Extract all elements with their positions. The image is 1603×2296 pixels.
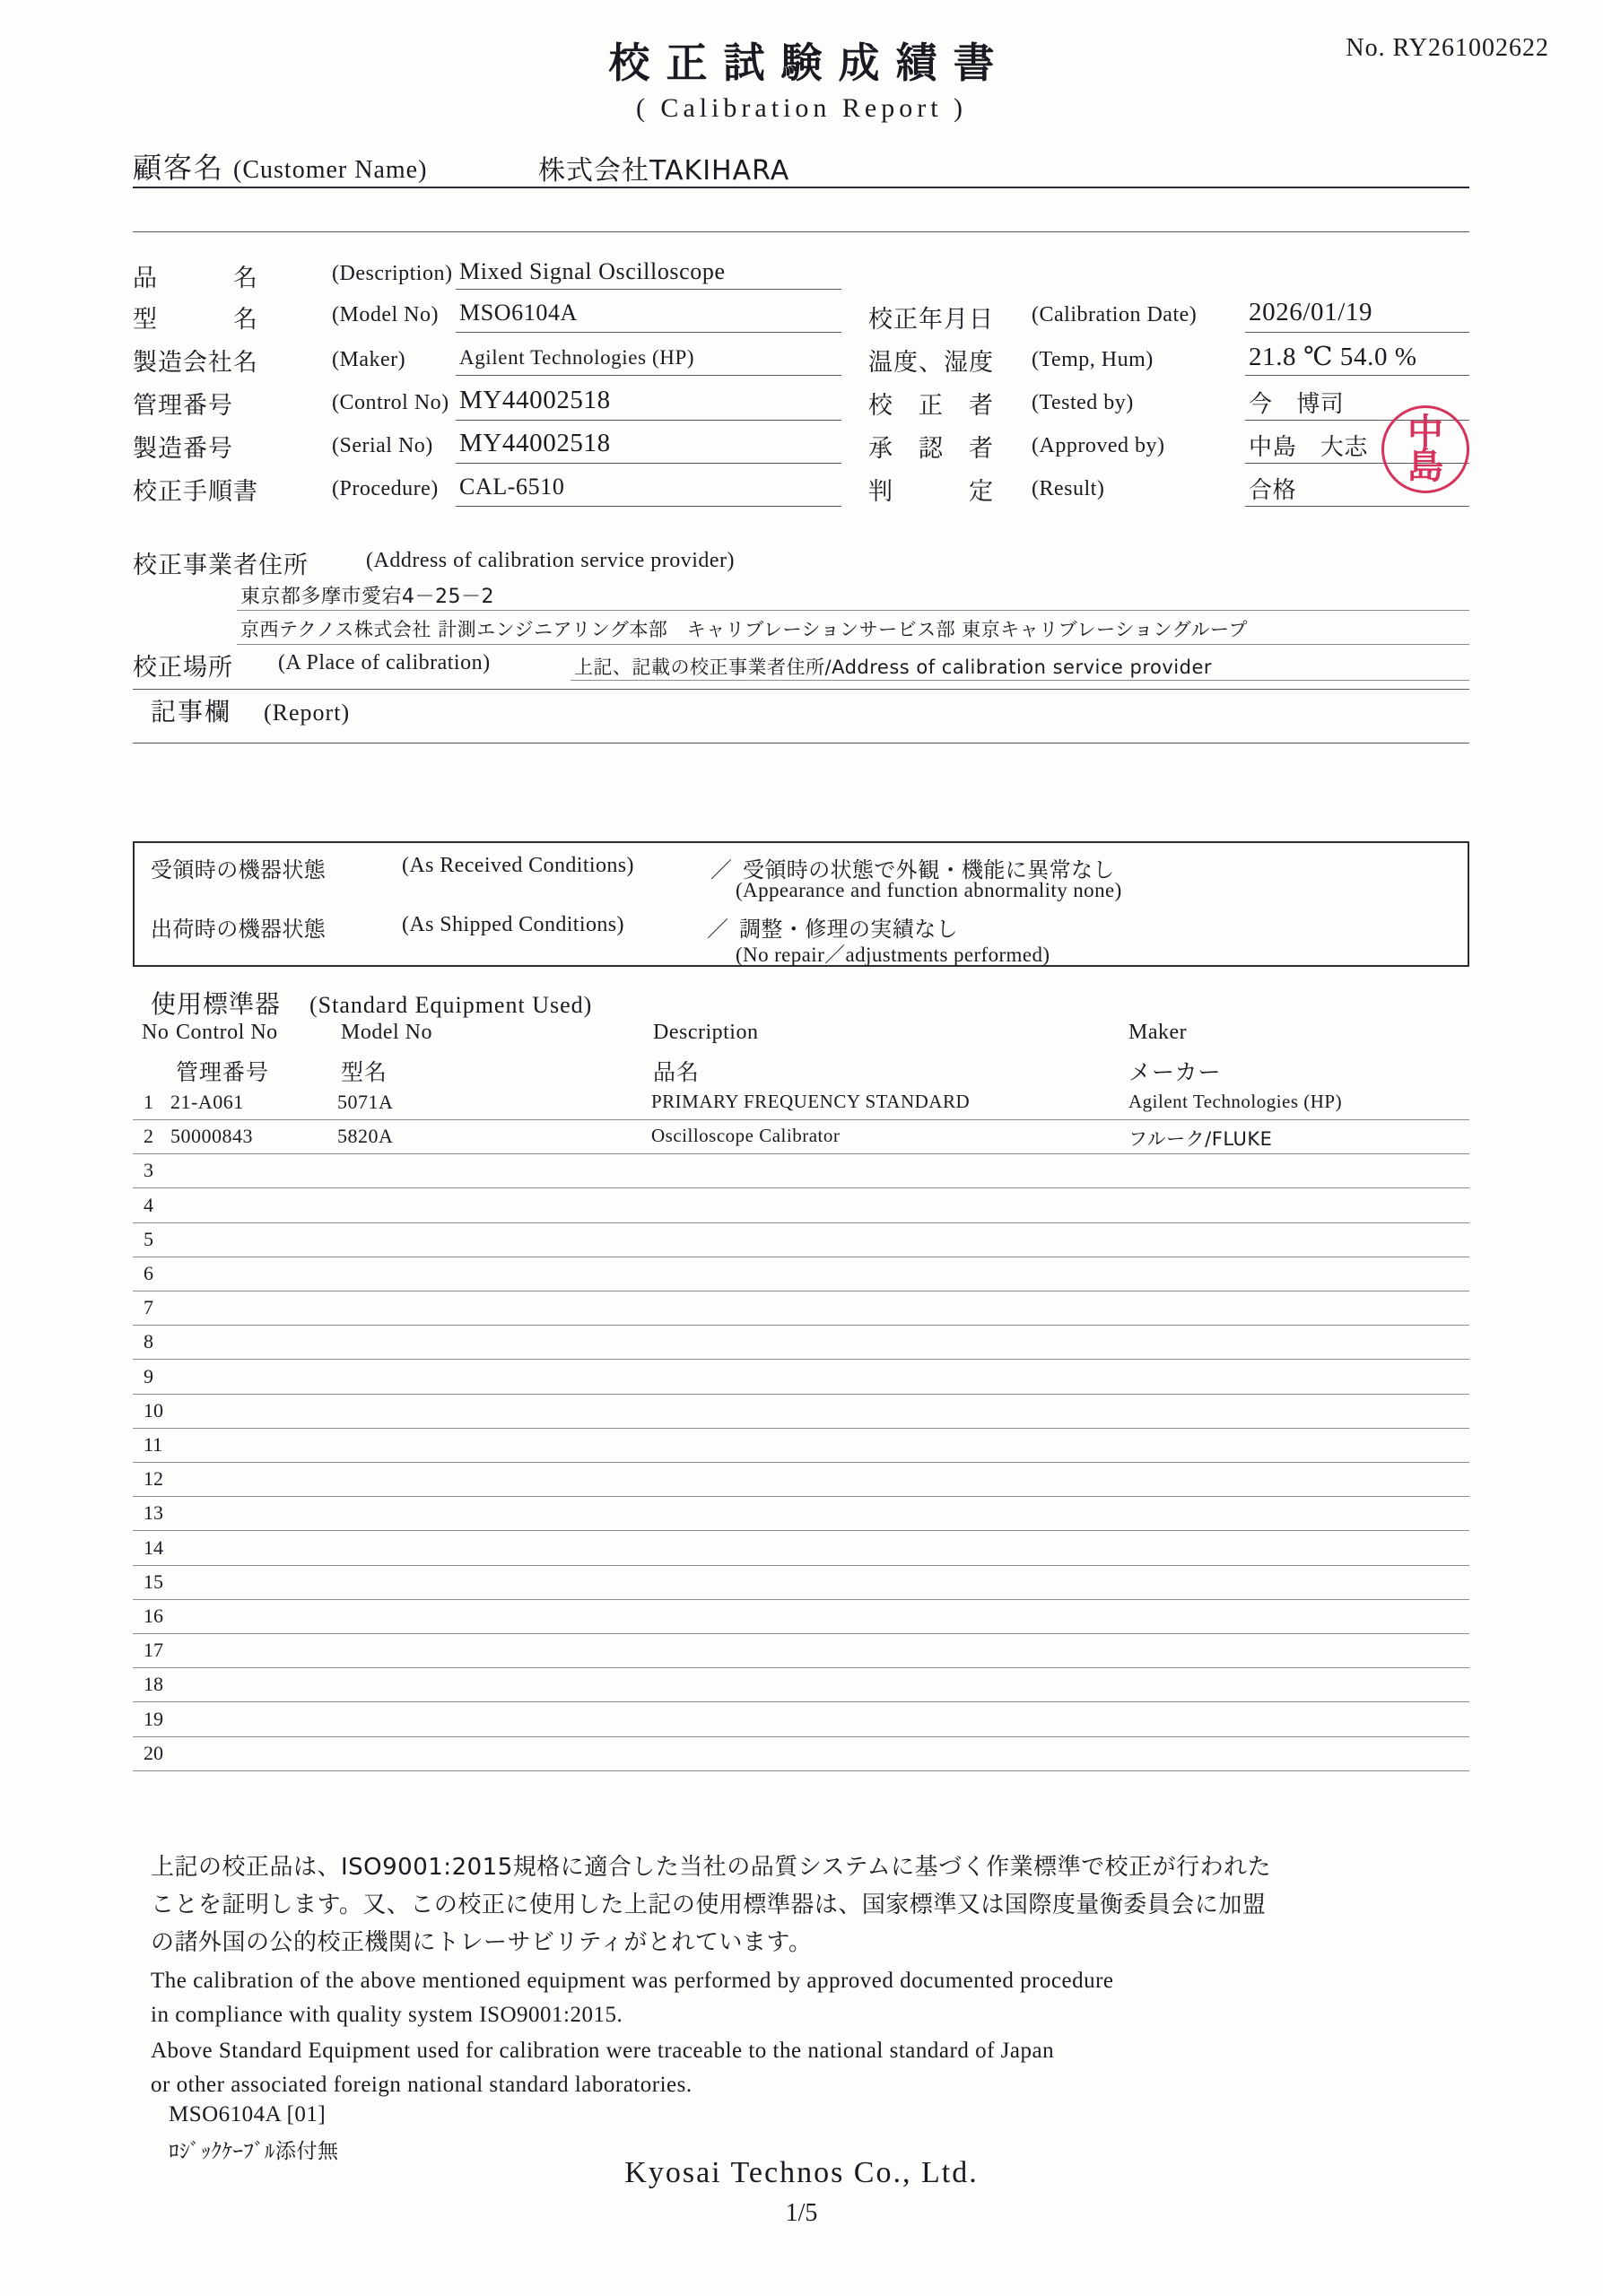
temp-hum-label-jp: 温度、湿度 [868,349,994,377]
standard-equipment-heading [151,985,592,1021]
statement-jp-line1: 上記の校正品は、ISO9001:2015規格に適合した当社の品質システムに基づく作業標準で校正が行われた [151,1854,1272,1881]
table-row [133,1467,1469,1500]
row-control-no: 21-A061 [170,1091,244,1113]
row-no: 14 [144,1535,163,1559]
row-no: 1 [144,1091,153,1113]
page-title: 校正試験成績書 [608,39,1011,87]
row-no: 17 [144,1639,163,1662]
col-header-control-no-jp: 管理番号 [176,1059,270,1085]
col-header-model-no: Model No [341,1021,432,1044]
table-row-divider [133,1633,1469,1634]
footer-company-name: Kyosai Technos Co., Ltd. [624,2156,979,2189]
standard-equipment-title-en: (Standard Equipment Used) [309,992,593,1018]
model-no-label-jp: 型 名 [133,306,258,334]
row-model-no: 5820A [337,1125,394,1148]
as-shipped-value-en: (No repair／adjustments performed) [736,944,1050,966]
row-no: 19 [144,1707,163,1730]
row-maker: フルーク/FLUKE [1128,1128,1273,1151]
col-header-maker: Maker [1128,1021,1188,1044]
table-row [133,1639,1469,1671]
statement-jp-line3: の諸外国の公的校正機関にトレーサビリティがとれています。 [151,1929,813,1956]
table-row [133,1570,1469,1603]
table-row-divider [133,1701,1469,1702]
row-description: Oscilloscope Calibrator [651,1125,841,1147]
statement-jp-line2: ことを証明します。又、この校正に使用した上記の使用標準器は、国家標準又は国際度量衡委員会に加盟 [151,1892,1267,1918]
col-header-maker-jp: メーカー [1128,1059,1222,1085]
table-row-divider [133,1599,1469,1600]
calibration-date-value: 2026/01/19 [1249,298,1373,326]
table-row [133,1262,1469,1294]
note-model-revision: MSO6104A [01] [169,2102,327,2126]
table-row-divider [133,1119,1469,1120]
calibration-date-label-en: (Calibration Date) [1032,303,1198,326]
table-row [133,1125,1469,1157]
provider-address-line1: 東京都多摩市愛宕4－25－2 [240,586,494,608]
report-section-heading [151,692,350,728]
control-no-label-jp: 管理番号 [133,392,233,420]
procedure-label-jp: 校正手順書 [133,478,258,506]
table-row [133,1399,1469,1431]
as-shipped-label-jp: 出荷時の機器状態 [151,917,327,942]
provider-address-label-jp: 校正事業者住所 [133,552,309,579]
page-subtitle: ( Calibration Report ) [635,93,968,123]
section-divider-top [133,231,1469,232]
approved-by-value: 中島 大志 [1249,434,1369,461]
row-no: 16 [144,1605,163,1627]
procedure-label-en: (Procedure) [332,477,439,500]
row-no: 4 [144,1193,153,1216]
provider-address-line2-underline [237,644,1469,645]
customer-name-label [133,145,427,187]
row-no: 8 [144,1330,153,1353]
maker-label-jp: 製造会社名 [133,349,258,377]
table-row [133,1228,1469,1260]
procedure-value: CAL-6510 [459,474,565,500]
statement-en-line3: Above Standard Equipment used for calibration were traceable to the national standard of Japan [151,2039,1055,2063]
row-no: 13 [144,1501,163,1525]
serial-no-value: MY44002518 [459,429,611,457]
seal-char-top: 中 [1407,410,1443,453]
place-of-calibration-value: 上記、記載の校正事業者住所/Address of calibration service provider [574,657,1213,678]
table-row-divider [133,1736,1469,1737]
table-row-divider [133,1291,1469,1292]
footer-page-number: 1/5 [785,2199,818,2227]
table-row-divider [133,1394,1469,1395]
standard-equipment-title-jp: 使用標準器 [151,989,282,1019]
report-section-label-jp: 記事欄 [151,697,232,726]
table-row [133,1365,1469,1397]
place-of-calibration-label-en: (A Place of calibration) [278,651,491,674]
as-shipped-value-jp: 調整・修理の実績なし [739,917,958,942]
temp-hum-value: 21.8 ℃ 54.0 % [1249,343,1417,371]
table-row [133,1742,1469,1774]
col-header-description-jp: 品名 [653,1059,701,1085]
table-row-divider [133,1770,1469,1771]
table-row-divider [133,1530,1469,1531]
table-row [133,1708,1469,1740]
control-no-value: MY44002518 [459,386,611,414]
provider-address-label-en: (Address of calibration service provider) [366,549,736,572]
table-row-divider [133,1462,1469,1463]
table-row-divider [133,1667,1469,1668]
customer-name-label-jp: 顧客名 [133,151,225,185]
serial-no-label-en: (Serial No) [332,434,433,457]
row-no: 3 [144,1159,153,1182]
col-header-control-no: Control No [176,1021,278,1044]
row-no: 20 [144,1741,163,1764]
result-value: 合格 [1249,477,1297,504]
customer-underline [133,187,1469,188]
customer-name-value: 株式会社TAKIHARA [538,155,790,187]
table-row [133,1501,1469,1534]
serial-no-label-jp: 製造番号 [133,435,233,463]
row-no: 6 [144,1262,153,1284]
col-header-no: No [142,1021,170,1044]
table-row-divider [133,1565,1469,1566]
report-number: No. RY261002622 [1346,34,1549,62]
as-received-value-en: (Appearance and function abnormality none) [736,879,1122,901]
section-divider-report [133,689,1469,690]
row-maker: Agilent Technologies (HP) [1128,1091,1343,1112]
table-row [133,1159,1469,1191]
table-row-divider [133,1325,1469,1326]
table-row [133,1296,1469,1328]
provider-address-line1-underline [237,610,1469,611]
seal-char-bottom: 島 [1407,445,1443,487]
control-no-underline [456,420,841,421]
maker-value: Agilent Technologies (HP) [459,346,695,369]
description-underline [456,289,841,290]
table-row [133,1091,1469,1123]
calibration-date-label-jp: 校正年月日 [868,306,994,334]
table-row-divider [133,1187,1469,1188]
as-shipped-separator: ／ [707,917,729,942]
control-no-label-en: (Control No) [332,391,449,414]
serial-no-underline [456,463,841,464]
as-received-label-jp: 受領時の機器状態 [151,857,327,883]
customer-name-label-en: (Customer Name) [233,156,428,184]
table-row-divider [133,1222,1469,1223]
statement-en-line1: The calibration of the above mentioned equipment was performed by approved documented procedure [151,1969,1114,1993]
place-of-calibration-underline [571,680,1469,681]
row-no: 12 [144,1467,163,1491]
as-received-separator: ／ [710,857,733,883]
approved-by-label-jp: 承 認 者 [868,435,994,463]
report-section-label-en: (Report) [264,700,351,726]
row-no: 7 [144,1296,153,1319]
row-no: 18 [144,1673,163,1696]
model-no-value: MSO6104A [459,300,578,326]
table-row [133,1330,1469,1362]
row-no: 5 [144,1227,153,1250]
row-no: 15 [144,1570,163,1593]
result-underline [1245,506,1469,507]
row-description: PRIMARY FREQUENCY STANDARD [651,1091,971,1112]
table-row [133,1605,1469,1637]
table-row [133,1433,1469,1465]
maker-underline [456,375,841,376]
as-received-value-jp: 受領時の状態で外観・機能に異常なし [743,857,1115,883]
result-label-en: (Result) [1032,477,1105,500]
row-control-no: 50000843 [170,1125,253,1148]
as-shipped-label-en: (As Shipped Conditions) [402,913,624,936]
description-label-en: (Description) [332,262,453,285]
approval-seal-stamp [1381,405,1469,493]
calibration-date-underline [1245,332,1469,333]
temp-hum-underline [1245,375,1469,376]
description-value: Mixed Signal Oscilloscope [459,258,726,284]
table-row [133,1673,1469,1705]
result-label-jp: 判 定 [868,478,994,506]
maker-label-en: (Maker) [332,348,406,371]
note-logic-cable: ﾛｼﾞｯｸｹｰﾌﾞﾙ添付無 [169,2140,339,2163]
row-model-no: 5071A [337,1091,394,1113]
row-no: 9 [144,1364,153,1387]
procedure-underline [456,506,841,507]
temp-hum-label-en: (Temp, Hum) [1032,348,1154,371]
table-row-divider [133,1359,1469,1360]
row-no: 2 [144,1125,153,1148]
table-row [133,1194,1469,1226]
approved-by-label-en: (Approved by) [1032,434,1165,457]
report-heading-underline [133,743,1469,744]
place-of-calibration-label-jp: 校正場所 [133,654,233,682]
model-no-underline [456,332,841,333]
provider-address-line2: 京西テクノス株式会社 計測エンジニアリング本部 キャリブレーションサービス部 東京キャリブレーショングループ [240,619,1249,640]
table-row-divider [133,1428,1469,1429]
statement-en-line2: in compliance with quality system ISO9001:2015. [151,2003,623,2027]
as-received-label-en: (As Received Conditions) [402,854,634,877]
table-row-divider [133,1153,1469,1154]
table-row-divider [133,1496,1469,1497]
col-header-description: Description [653,1021,759,1044]
row-no: 11 [144,1433,163,1456]
description-label-jp: 品 名 [133,265,258,292]
tested-by-label-jp: 校 正 者 [868,392,994,420]
tested-by-label-en: (Tested by) [1032,391,1134,414]
row-no: 10 [144,1398,163,1422]
tested-by-value: 今 博司 [1249,391,1345,418]
table-row [133,1536,1469,1569]
model-no-label-en: (Model No) [332,303,439,326]
col-header-model-no-jp: 型名 [341,1059,388,1085]
statement-en-line4: or other associated foreign national standard laboratories. [151,2073,693,2097]
